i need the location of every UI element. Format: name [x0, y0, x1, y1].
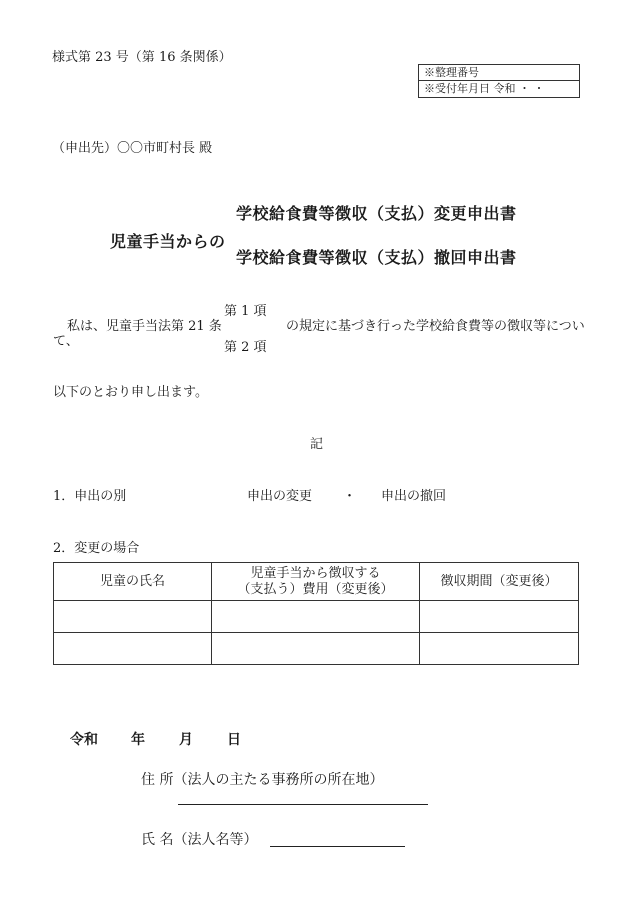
cost-cell[interactable] — [212, 633, 420, 665]
period-cell[interactable] — [420, 633, 579, 665]
date-month: 月 — [179, 732, 193, 748]
name-label: 氏 名（法人名等） — [141, 832, 258, 848]
child-name-cell[interactable] — [54, 601, 212, 633]
title-prefix: 児童手当からの — [110, 232, 226, 251]
body-line2: 以下のとおり申し出ます。 — [53, 385, 208, 400]
body-wrap: て、 — [53, 334, 79, 349]
request-change-option: 申出の変更 — [247, 489, 313, 504]
table-header-row — [54, 563, 579, 601]
section2-label: 2．変更の場合 — [53, 541, 140, 556]
date-era: 令和 — [70, 732, 98, 748]
clause-option-1: 第 1 項 — [224, 304, 267, 319]
address-input-line[interactable] — [178, 804, 428, 805]
addressee: （申出先）〇〇市町村長 殿 — [52, 141, 213, 156]
ki-heading: 記 — [310, 437, 324, 452]
receipt-number-label: ※整理番号 — [424, 66, 479, 79]
receipt-date-label: ※受付年月日 令和 ・ ・ — [419, 80, 579, 96]
header-period: 徴収期間（変更後） — [420, 563, 579, 601]
table-row — [54, 601, 579, 633]
change-table — [53, 562, 579, 665]
table-row — [54, 633, 579, 665]
address-label: 住 所（法人の主たる事務所の所在地） — [141, 772, 384, 788]
cost-cell[interactable] — [212, 601, 420, 633]
date-day: 日 — [227, 732, 241, 748]
header-cost — [212, 563, 420, 601]
header-cost-line1: 児童手当から徴収する — [250, 565, 381, 581]
receipt-box — [418, 64, 580, 98]
clause-option-2: 第 2 項 — [224, 340, 267, 355]
body-lead: 私は、児童手当法第 21 条 — [67, 319, 222, 334]
body-continuation: の規定に基づき行った学校給食費等の徴収等につい — [286, 319, 585, 334]
title-option-change: 学校給食費等徴収（支払）変更申出書 — [236, 204, 517, 223]
period-cell[interactable] — [420, 601, 579, 633]
title-option-withdraw: 学校給食費等徴収（支払）撤回申出書 — [236, 248, 517, 267]
date-year: 年 — [131, 732, 145, 748]
header-cost-line2: （支払う）費用（変更後） — [237, 581, 394, 597]
name-input-line[interactable] — [270, 846, 405, 847]
section1-label: 1．申出の別 — [53, 489, 127, 504]
request-withdraw-option: 申出の撤回 — [381, 489, 447, 504]
header-child-name: 児童の氏名 — [54, 563, 212, 601]
form-number: 様式第 23 号（第 16 条関係） — [52, 50, 232, 65]
option-separator: ・ — [343, 489, 357, 504]
child-name-cell[interactable] — [54, 633, 212, 665]
